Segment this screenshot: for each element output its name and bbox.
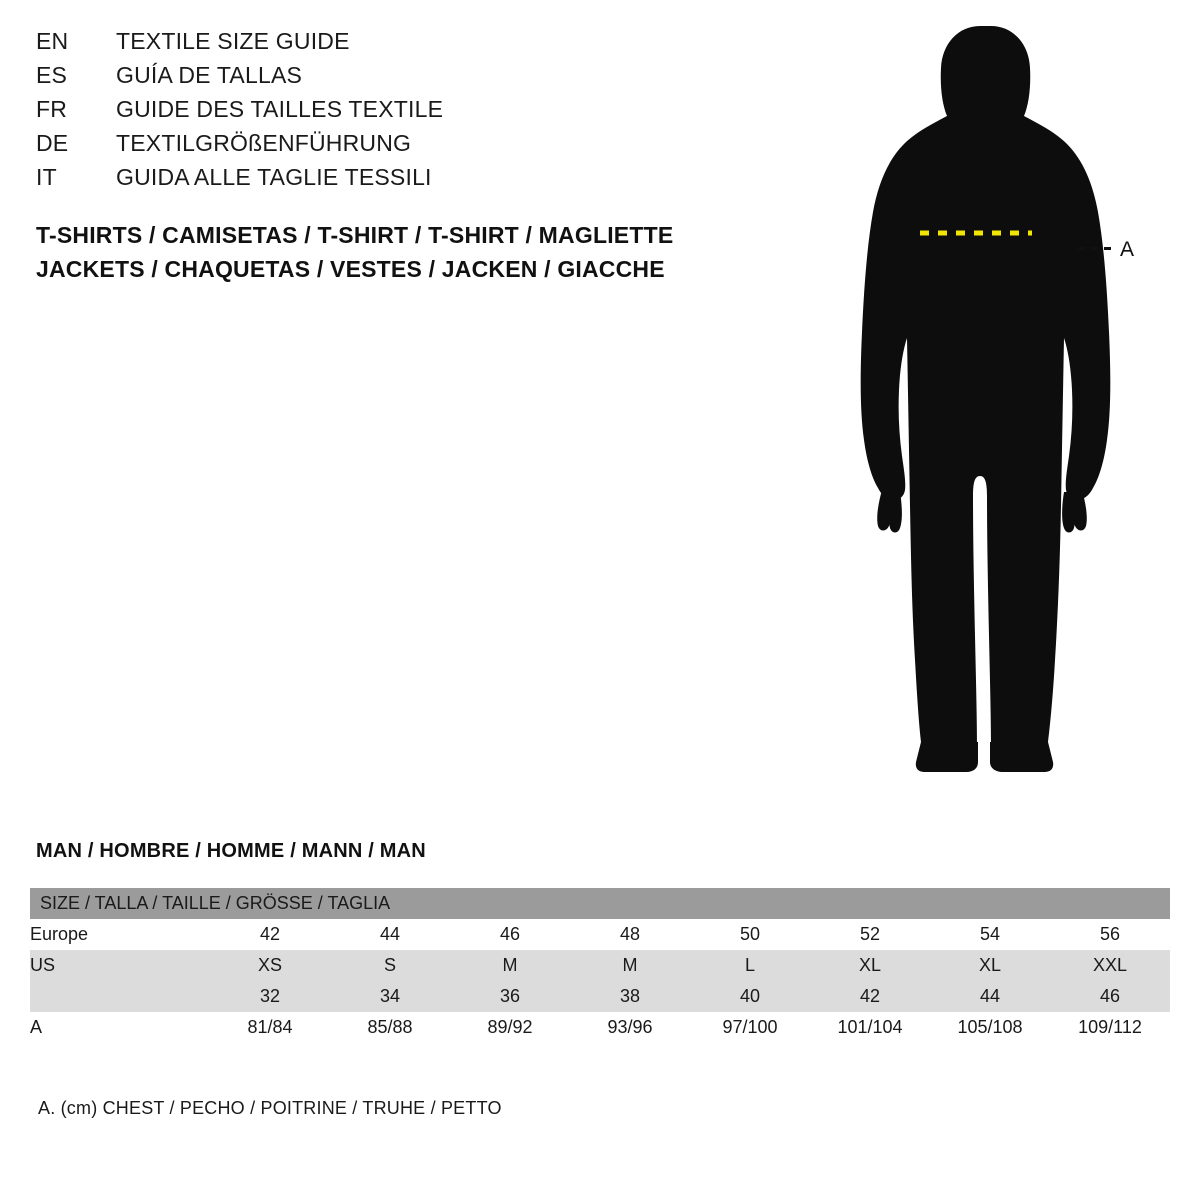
language-row-fr [36,96,736,130]
language-row-en [36,28,736,62]
cell-a-1: 85/88 [330,1012,450,1043]
cell-europe-6: 54 [930,919,1050,950]
language-text-en: TEXTILE SIZE GUIDE [116,28,350,54]
table-header-row [30,888,1170,919]
cell-numeric-7: 46 [1050,981,1170,1012]
language-text-es: GUÍA DE TALLAS [116,62,303,88]
cell-us-1: S [330,950,450,981]
cell-europe-0: 42 [210,919,330,950]
row-label-numeric [30,981,210,1012]
cell-numeric-4: 40 [690,981,810,1012]
measure-label-a: A [1120,238,1135,261]
cell-us-0: XS [210,950,330,981]
language-row-it [36,164,736,198]
cell-us-7: XXL [1050,950,1170,981]
section-title-man: MAN / HOMBRE / HOMME / MANN / MAN [36,840,426,862]
language-code-de: DE [36,130,69,156]
cell-europe-2: 46 [450,919,570,950]
body-silhouette-figure [820,20,1180,780]
cell-europe-1: 44 [330,919,450,950]
category-jackets: JACKETS / CHAQUETAS / VESTES / JACKEN / GIACCHE [36,256,665,282]
cell-a-3: 93/96 [570,1012,690,1043]
cell-a-6: 105/108 [930,1012,1050,1043]
table-header-label: SIZE / TALLA / TAILLE / GRÖSSE / TAGLIA [30,888,1170,919]
cell-numeric-3: 38 [570,981,690,1012]
language-list [36,28,736,198]
footnote-chest: A. (cm) CHEST / PECHO / POITRINE / TRUHE / PETTO [38,1098,502,1118]
cell-us-6: XL [930,950,1050,981]
row-label-europe: Europe [30,919,210,950]
table-row [30,1012,1170,1043]
category-list [36,218,936,286]
measure-leader-line [1078,247,1114,250]
table-row [30,950,1170,981]
cell-a-5: 101/104 [810,1012,930,1043]
row-label-a: A [30,1012,210,1043]
language-code-fr: FR [36,96,68,122]
cell-us-5: XL [810,950,930,981]
cell-numeric-0: 32 [210,981,330,1012]
language-code-es: ES [36,62,68,88]
cell-europe-5: 52 [810,919,930,950]
row-label-us: US [30,950,210,981]
language-row-de [36,130,736,164]
cell-a-0: 81/84 [210,1012,330,1043]
cell-us-3: M [570,950,690,981]
cell-europe-3: 48 [570,919,690,950]
cell-numeric-5: 42 [810,981,930,1012]
cell-europe-4: 50 [690,919,810,950]
language-row-es [36,62,736,96]
cell-a-4: 97/100 [690,1012,810,1043]
cell-a-7: 109/112 [1050,1012,1170,1043]
language-text-it: GUIDA ALLE TAGLIE TESSILI [116,164,432,190]
language-code-it: IT [36,164,57,190]
size-table [30,888,1170,1043]
cell-europe-7: 56 [1050,919,1170,950]
cell-numeric-6: 44 [930,981,1050,1012]
cell-numeric-2: 36 [450,981,570,1012]
male-silhouette-icon [820,20,1180,780]
cell-us-2: M [450,950,570,981]
category-tshirts: T-SHIRTS / CAMISETAS / T-SHIRT / T-SHIRT / MAGLIETTE [36,222,674,248]
table-row [30,919,1170,950]
table-row [30,981,1170,1012]
cell-numeric-1: 34 [330,981,450,1012]
cell-us-4: L [690,950,810,981]
language-text-de: TEXTILGRÖßENFÜHRUNG [116,130,412,156]
language-code-en: EN [36,28,69,54]
cell-a-2: 89/92 [450,1012,570,1043]
language-text-fr: GUIDE DES TAILLES TEXTILE [116,96,444,122]
